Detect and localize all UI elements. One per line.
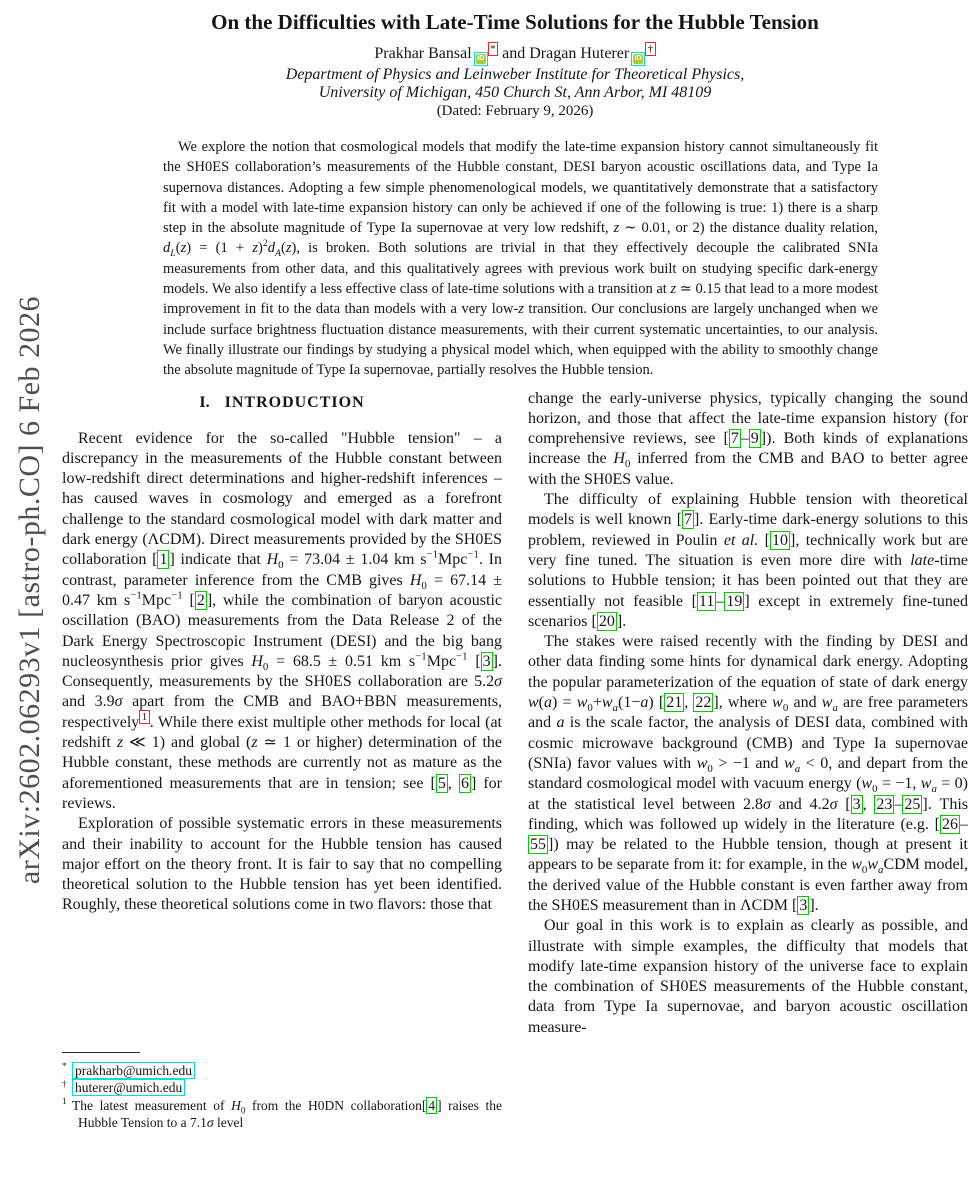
citation-link[interactable]: 25	[904, 795, 921, 813]
citation-link[interactable]: 19	[726, 592, 743, 610]
citation-link[interactable]: 11	[698, 592, 715, 610]
author-line: Prakhar Bansal iD* and Dragan Huterer iD†	[62, 44, 968, 66]
citation-link[interactable]: 10	[772, 531, 788, 549]
citation-link[interactable]: 4	[428, 1097, 436, 1113]
orcid-icon[interactable]	[631, 52, 645, 66]
citation-link[interactable]: 1	[159, 551, 168, 569]
left-column	[62, 389, 502, 1136]
orcid-id-glyph: iD	[477, 55, 485, 62]
abstract-text: We explore the notion that cosmological models that modify the late-time expansion history cannot simultaneously fit the SH0ES collaboration’s measurements of the Hubble constant, DESI baryon acoustic oscillations data, and Type Ia supernova distances. Adopting a few simple phenomenological models, we quantitatively demonstrate that a satisfactory fit with a model with late-time expansion history can only be achieved if one of the following is true: 1) there is a sharp step in the absolute magnitude of Type Ia supernovae at very low redshift, z ∼ 0.01, or 2) the distance duality relation, $d_L(z) = (1 + z)^2d_A(z)$, is broken. Both solutions are trivial in that they effectively decouple the calibrated SNIa measurements from other data, and this qualitatively agrees with previous work built on studying specific dark-energy models. We also identify a less effective class of late-time solutions with a transition at z ≃ 0.15 that lead to a more modest improvement in fit to the data than models with a very low-z transition. Our conclusions are largely unchanged when we include surface brightness fluctuation distance measurements, with their current systematic uncertainties, to our analysis. We finally illustrate our findings by studying a physical model which, when equipped with the ability to smoothly change the absolute magnitude of Type Ia supernovae, partially resolves the Hubble tension.	[163, 139, 879, 379]
footnote-ref-link[interactable]: 1	[139, 710, 149, 724]
citation-link[interactable]: 3	[482, 652, 491, 670]
citation-link[interactable]: 55	[530, 836, 546, 854]
author-footnote-link[interactable]: †	[645, 42, 655, 56]
footnote-item: $^1$ The latest measurement of $H_0$ from the H0DN collaboration[ 4 ] raises the Hubble Tension to a 7.1σ level	[62, 1096, 502, 1131]
citation-link[interactable]: 9	[750, 430, 759, 448]
paper-title: On the Difficulties with Late-Time Solutions for the Hubble Tension	[211, 10, 819, 34]
citation-link[interactable]: 26	[942, 815, 958, 833]
paragraph: Our goal in this work is to explain as clearly as possible, and illustrate with simple examples, the difficulty that models that modify late-time expansion history of the universe face to explain the combination of SH0ES measurements of the Hubble constant, data from Type Ia supernovae, and baryon acoustic oscillation measure-	[528, 917, 968, 1036]
author-footnote-link[interactable]: *	[488, 42, 498, 56]
right-column	[528, 389, 968, 1136]
footnote-text	[72, 1062, 195, 1079]
citation-link[interactable]: 2	[196, 591, 205, 609]
citation-link[interactable]: 5	[437, 774, 446, 792]
footnote-item: † huterer@umich.edu	[62, 1079, 502, 1097]
abstract	[163, 137, 878, 381]
citation-link[interactable]: 20	[598, 612, 615, 630]
paragraph: Exploration of possible systematic errors in these measurements and their inability to account for the Hubble tension has caused major effort on the theory front. It is fair to say that no compelling theoretical solution to the Hubble tension has yet been identified. Roughly, these theoretical solutions come in two flavors: those that	[62, 815, 502, 914]
paragraph: Recent evidence for the so-called "Hubble tension" – a discrepancy in the measurements of the Hubble constant between low-redshift direct determinations and higher-redshift inferences – has caused waves in cosmology and emerged as a forefront challenge to the standard cosmological model with dark matter and dark energy (ΛCDM). Direct measurements provided by the SH0ES collaboration [ 1 ] indicate that $H_0 = 73.04 \pm 1.04$ km $s^{-1}Mpc^{-1}$. In contrast, parameter inference from the CMB gives $H_0 = 67.14 \pm 0.47$ km $s^{-1}Mpc^{-1}$ [ 2 ], while the combination of baryon acoustic oscillation (BAO) measurements from the Data Release 2 of the Dark Energy Spectroscopic Instrument (DESI) and the big bang nucleosynthesis prior gives $H_0 = 68.5 \pm 0.51$ km $s^{-1}Mpc^{-1}$ [ 3 ]. Consequently, measurements by the SH0ES collaboration are 5.2σ and 3.9σ apart from the CMB and BAO+BBN measurements, respectively $^1$ . While there exist multiple other methods for local (at redshift z ≪ 1) and global (z ≃ 1 or higher) determination of the Hubble constant, these methods are currently not as mature as the aforementioned measurements that are in tension; see [ 5 , 6 ] for reviews.	[62, 429, 503, 812]
paragraph: The stakes were raised recently with the finding by DESI and other data finding some hints for dynamical dark energy. Adopting the popular parameterization of the equation of state of dark energy $w(a) = w_0+w_a(1-a)$ [ 21 , 22 ], where $w_0$ and $w_a$ are free parameters and a is the scale factor, the analysis of DESI data, combined with cosmic microwave background (CMB) and Type Ia supernovae (SNIa) favor values with $w_0 > -1$ and $w_a < 0$, and depart from the standard cosmological model with vacuum energy ($w_0 = -1$, $w_a = 0$) at the statistical level between 2.8σ and 4.2σ [ 3 , 23 – 25 ]. This finding, which was followed up widely in the literature (e.g. [ 26 –55 ]) may be related to the Hubble tension, though at present it appears to be separate from it: for example, in the $w_0w_aCDM$ model, the derived value of the Hubble constant is even farther away from the SH0ES measurement than in ΛCDM [ 3 ].	[528, 633, 969, 914]
arxiv-watermark: arXiv:2602.06293v1 [astro-ph.CO] 6 Feb 2026	[13, 295, 46, 885]
affiliation-line-1: Department of Physics and Leinweber Institute for Theoretical Physics,	[285, 66, 745, 83]
date-line: (Dated: February 9, 2026)	[436, 103, 594, 119]
orcid-icon[interactable]	[474, 52, 488, 66]
email-link[interactable]: huterer@umich.edu	[72, 1079, 185, 1096]
section-heading	[62, 393, 502, 412]
footnote-block	[62, 1052, 502, 1136]
citation-link[interactable]: 7	[684, 511, 693, 529]
citation-link[interactable]: 7	[730, 430, 739, 448]
email-link[interactable]: prakharb@umich.edu	[72, 1062, 195, 1079]
citation-link[interactable]: 3	[799, 896, 808, 914]
citation-link[interactable]: 21	[666, 694, 683, 712]
footnote-item: * prakharb@umich.edu	[62, 1062, 502, 1080]
citation-link[interactable]: 6	[460, 774, 469, 792]
paragraph: change the early-universe physics, typically changing the sound horizon, and those that affect the late-time expansion history (for comprehensive reviews, see [ 7 – 9 ]). Both kinds of explanations increase the $H_0$ inferred from the CMB and BAO to better agree with the SH0ES value.	[528, 389, 969, 488]
footnote-text: The latest measurement of $H_0$ from the H0DN collaboration[ 4 ] raises the Hubble Tension to a 7.1σ level	[72, 1097, 502, 1131]
affiliation-line-2: University of Michigan, 450 Church St, Ann Arbor, MI 48109	[318, 83, 712, 101]
orcid-id-glyph: iD	[634, 55, 642, 62]
paper-header	[62, 0, 968, 120]
section-number: I.	[199, 393, 210, 411]
section-title: INTRODUCTION	[224, 393, 365, 411]
two-column-body	[62, 389, 968, 1136]
footnote-rule	[62, 1052, 140, 1053]
paragraph: The difficulty of explaining Hubble tension with theoretical models is well known [ 7 ]. Early-time dark-energy solutions to this problem, reviewed in Poulin et al. [ 10 ], technically work but are very fine tuned. The situation is even more dire with late-time solutions to Hubble tension; it has been pointed out that they are essentially not feasible [ 11 – 19 ] except in extremely fine-tuned scenarios [ 20 ].	[528, 491, 969, 630]
footnote-text	[72, 1079, 185, 1096]
citation-link[interactable]: 22	[695, 694, 712, 712]
citation-link[interactable]: 3	[852, 795, 861, 813]
citation-link[interactable]: 23	[876, 795, 893, 813]
